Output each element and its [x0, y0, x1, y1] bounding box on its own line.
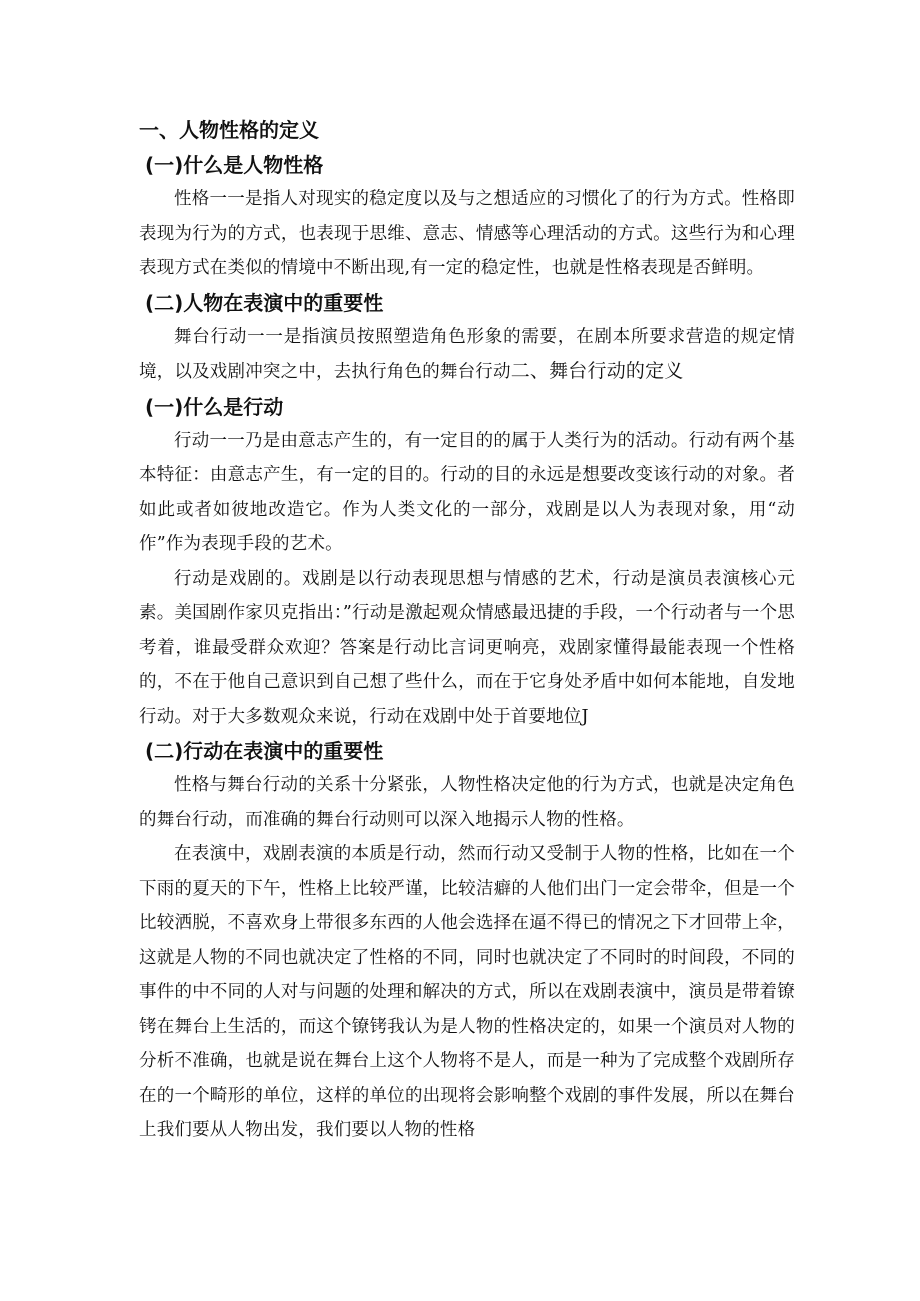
- document-body: [139, 112, 795, 1148]
- section1-sub2-paragraph: [139, 320, 795, 390]
- section1-sub1-title: (一)什么是人物性格: [145, 153, 324, 177]
- section2-sub2-paragraph-1: 性格与舞台行动的关系十分紧张，人物性格决定他的行为方式，也就是决定角色的舞台行动，而准确的舞台行动则可以深入地揭示人物的性格。: [139, 775, 795, 830]
- section2-sub1-paragraph-2: 行动是戏剧的。戏剧是以行动表现思想与情感的艺术，行动是演员表演核心元素。美国剧作家贝克指出：”行动是激起观众情感最迅捷的手段，一个行动者与一个思考着，谁最受群众欢迎？答案是行动比言词更响亮，戏剧家懂得最能表现一个性格的，不在于他自己意识到自己想了些什么，而在于它身处矛盾中如何本能地，自发地行动。对于大多数观众来说，行动在戏剧中处于首要地位J: [139, 568, 795, 727]
- section2-sub1-title: (一)什么是行动: [145, 394, 284, 419]
- section1-sub2-paragraph-text: 舞台行动一一是指演员按照塑造角色形象的需要，在剧本所要求营造的规定情境，以及戏剧冲突之中，去执行角色的舞台行动: [139, 326, 795, 382]
- section2-sub2-title: (二)行动在表演中的重要性: [145, 739, 384, 763]
- section2-sub1-paragraph-1: 行动一一乃是由意志产生的，有一定目的的属于人类行为的活动。行动有两个基本特征：由意志产生，有一定的目的。行动的目的永远是想要改变该行动的对象。者如此或者如彼地改造它。作为人类文化的一部分，戏剧是以人为表现对象，用“动作”作为表现手段的艺术。: [139, 430, 795, 554]
- section2-title: 二、舞台行动的定义: [510, 360, 684, 382]
- section1-title: 一、人物性格的定义: [139, 118, 319, 142]
- section2-sub2-paragraph-2: 在表演中，戏剧表演的本质是行动，然而行动又受制于人物的性格，比如在一个下雨的夏天的下午，性格上比较严谨，比较洁癖的人他们出门一定会带伞，但是一个比较洒脱，不喜欢身上带很多东西的人他会选择在逼不得已的情况之下才回带上伞，这就是人物的不同也就决定了性格的不同，同时也就决定了不同时的时间段，不同的事件的中不同的人对与问题的处理和解决的方式，所以在戏剧表演中，演员是带着镣铐在舞台上生活的，而这个镣铐我认为是人物的性格决定的，如果一个演员对人物的分析不准确，也就是说在舞台上这个人物将不是人，而是一种为了完成整个戏剧所存在的一个畸形的单位，这样的单位的出现将会影响整个戏剧的事件发展，所以在舞台上我们要从人物出发，我们要以人物的性格: [139, 844, 795, 1140]
- section1-sub2-title: (二)人物在表演中的重要性: [145, 290, 384, 315]
- section1-sub1-paragraph: 性格一一是指人对现实的稳定度以及与之想适应的习惯化了的行为方式。性格即表现为行为的方式，也表现于思维、意志、情感等心理活动的方式。这些行为和心理表现方式在类似的情境中不断出现,有一定的稳定性，也就是性格表现是否鲜明。: [139, 189, 795, 278]
